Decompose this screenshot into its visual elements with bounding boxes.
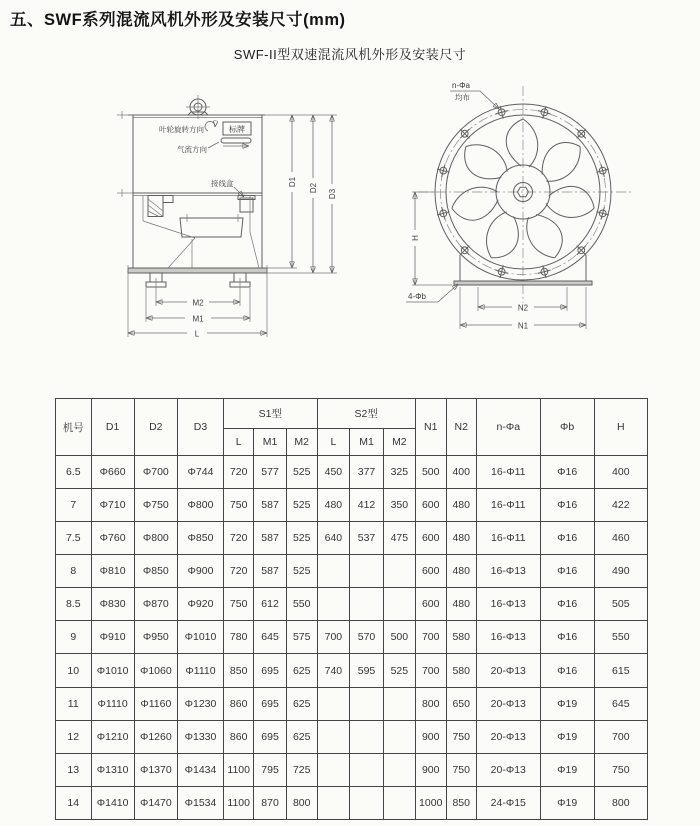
table-cell: 1100: [224, 753, 254, 786]
table-cell: 870: [254, 786, 287, 819]
table-row: [56, 654, 648, 687]
table-cell: 700: [415, 621, 446, 654]
col-header-s1: S1型: [224, 399, 318, 429]
table-row: [56, 489, 648, 522]
table-cell: [317, 687, 350, 720]
table-cell: 24-Φ15: [476, 786, 540, 819]
dim-label-l: L: [194, 329, 200, 339]
table-row: [56, 588, 648, 621]
table-cell: 480: [317, 489, 350, 522]
table-cell: 16-Φ11: [476, 489, 540, 522]
table-cell: 14: [56, 786, 92, 819]
table-cell: Φ870: [134, 588, 177, 621]
table-cell: 400: [446, 456, 476, 489]
table-cell: 850: [446, 786, 476, 819]
table-cell: [317, 720, 350, 753]
table-cell: 615: [594, 654, 647, 687]
table-cell: 570: [350, 621, 384, 654]
table-cell: Φ16: [540, 588, 594, 621]
col-header-s2-m2: M2: [383, 429, 415, 456]
table-cell: Φ744: [177, 456, 223, 489]
table-cell: 377: [350, 456, 384, 489]
table-header: [56, 399, 648, 456]
col-header-n2: N2: [446, 399, 476, 456]
figure-subtitle: SWF-II型双速混流风机外形及安装尺寸: [233, 47, 467, 62]
table-cell: 525: [286, 456, 317, 489]
table-cell: 8: [56, 555, 92, 588]
nameplate-label: 标牌: [229, 125, 245, 134]
table-cell: 525: [286, 489, 317, 522]
dim-label-h: H: [411, 235, 420, 241]
table-cell: 505: [594, 588, 647, 621]
table-cell: 16-Φ11: [476, 522, 540, 555]
table-cell: [383, 720, 415, 753]
col-header-d2: D2: [134, 399, 177, 456]
table-cell: Φ19: [540, 786, 594, 819]
table-cell: 400: [594, 456, 647, 489]
table-cell: Φ1110: [91, 687, 134, 720]
table-cell: 750: [224, 588, 254, 621]
table-cell: 750: [594, 753, 647, 786]
table-cell: Φ1110: [177, 654, 223, 687]
table-cell: 500: [383, 621, 415, 654]
table-cell: Φ19: [540, 687, 594, 720]
table-cell: 625: [286, 687, 317, 720]
table-cell: Φ1230: [177, 687, 223, 720]
table-cell: 16-Φ13: [476, 588, 540, 621]
table-cell: 460: [594, 522, 647, 555]
foot-holes-label: 4-Φb: [408, 292, 426, 301]
table-cell: 900: [415, 720, 446, 753]
table-cell: [350, 720, 384, 753]
col-header-n1: N1: [415, 399, 446, 456]
table-cell: [350, 588, 384, 621]
table-cell: 1100: [224, 786, 254, 819]
table-cell: 16-Φ11: [476, 456, 540, 489]
table-cell: Φ1210: [91, 720, 134, 753]
table-cell: 20-Φ13: [476, 753, 540, 786]
table-row: [56, 621, 648, 654]
table-cell: Φ16: [540, 522, 594, 555]
rotation-direction-label: 叶轮旋转方向: [159, 125, 204, 134]
col-header-s2: S2型: [317, 399, 415, 429]
table-cell: 780: [224, 621, 254, 654]
table-cell: 480: [446, 489, 476, 522]
table-cell: [383, 555, 415, 588]
table-cell: 595: [350, 654, 384, 687]
table-cell: 900: [415, 753, 446, 786]
bolt-pattern-label: n-Φa: [452, 81, 470, 90]
airflow-direction-label: 气流方向: [177, 145, 207, 154]
col-header-s2-m1: M1: [350, 429, 384, 456]
table-row: [56, 456, 648, 489]
col-header-d3: D3: [177, 399, 223, 456]
table-cell: 525: [286, 555, 317, 588]
table-cell: Φ1260: [134, 720, 177, 753]
table-cell: 800: [594, 786, 647, 819]
bolt-pattern-label-2: 均布: [455, 93, 470, 102]
table-cell: [317, 555, 350, 588]
table-cell: 450: [317, 456, 350, 489]
table-cell: Φ16: [540, 621, 594, 654]
table-cell: Φ750: [134, 489, 177, 522]
table-cell: 6.5: [56, 456, 92, 489]
table-cell: 645: [594, 687, 647, 720]
table-cell: [317, 786, 350, 819]
table-cell: 645: [254, 621, 287, 654]
table-cell: 600: [415, 555, 446, 588]
diameter-dimensions: [265, 115, 337, 273]
table-cell: 537: [350, 522, 384, 555]
table-cell: 7.5: [56, 522, 92, 555]
table-cell: Φ910: [91, 621, 134, 654]
col-header-h: H: [594, 399, 647, 456]
table-cell: 695: [254, 720, 287, 753]
dim-label-n1: N1: [517, 321, 529, 331]
table-cell: 11: [56, 687, 92, 720]
table-cell: 412: [350, 489, 384, 522]
table-cell: 13: [56, 753, 92, 786]
dim-label-n2: N2: [517, 303, 529, 313]
table-cell: [350, 687, 384, 720]
table-cell: 325: [383, 456, 415, 489]
col-header-s1-l: L: [224, 429, 254, 456]
page-title: 五、SWF系列混流风机外形及安装尺寸(mm): [10, 11, 346, 29]
col-header-fb: Φb: [540, 399, 594, 456]
front-view-drawing: [400, 78, 692, 350]
table-cell: 550: [594, 621, 647, 654]
table-cell: Φ710: [91, 489, 134, 522]
table-cell: Φ1434: [177, 753, 223, 786]
table-cell: 612: [254, 588, 287, 621]
dimensions-table: [55, 398, 648, 820]
table-cell: 480: [446, 555, 476, 588]
table-cell: Φ16: [540, 654, 594, 687]
table-cell: 480: [446, 522, 476, 555]
table-cell: 350: [383, 489, 415, 522]
table-cell: 7: [56, 489, 92, 522]
table-cell: 587: [254, 489, 287, 522]
table-cell: Φ19: [540, 720, 594, 753]
table-cell: 422: [594, 489, 647, 522]
table-cell: Φ850: [177, 522, 223, 555]
table-cell: Φ1330: [177, 720, 223, 753]
table-cell: Φ19: [540, 753, 594, 786]
dim-label-m1: M1: [192, 314, 204, 324]
table-cell: Φ16: [540, 555, 594, 588]
table-cell: 725: [286, 753, 317, 786]
table-cell: [317, 753, 350, 786]
table-cell: 720: [224, 456, 254, 489]
table-cell: 480: [446, 588, 476, 621]
table-cell: [383, 588, 415, 621]
table-cell: 490: [594, 555, 647, 588]
table-cell: 575: [286, 621, 317, 654]
junction-box-label: 接线盒: [211, 179, 234, 188]
table-cell: Φ1370: [134, 753, 177, 786]
table-body: [56, 456, 648, 820]
table-cell: Φ920: [177, 588, 223, 621]
table-cell: 795: [254, 753, 287, 786]
table-cell: 860: [224, 687, 254, 720]
table-cell: 580: [446, 621, 476, 654]
col-header-s1-m1: M1: [254, 429, 287, 456]
table-cell: 20-Φ13: [476, 720, 540, 753]
table-cell: 750: [224, 489, 254, 522]
table-cell: [383, 753, 415, 786]
table-cell: Φ850: [134, 555, 177, 588]
table-cell: Φ1010: [91, 654, 134, 687]
table-cell: 20-Φ13: [476, 687, 540, 720]
table-cell: [350, 555, 384, 588]
table-cell: Φ760: [91, 522, 134, 555]
table-cell: 640: [317, 522, 350, 555]
table-cell: 16-Φ13: [476, 621, 540, 654]
table-cell: 750: [446, 720, 476, 753]
table-cell: 695: [254, 687, 287, 720]
table-cell: Φ660: [91, 456, 134, 489]
table-cell: Φ1410: [91, 786, 134, 819]
table-cell: 750: [446, 753, 476, 786]
table-cell: [317, 588, 350, 621]
table-cell: [383, 687, 415, 720]
table-cell: 9: [56, 621, 92, 654]
table-cell: Φ830: [91, 588, 134, 621]
table-row: [56, 720, 648, 753]
bottom-dimensions: [128, 276, 267, 339]
dim-label-m2: M2: [192, 298, 204, 308]
table-cell: Φ1470: [134, 786, 177, 819]
table-cell: Φ1534: [177, 786, 223, 819]
table-cell: 500: [415, 456, 446, 489]
front-view-labels: [406, 81, 499, 302]
table-cell: Φ1310: [91, 753, 134, 786]
table-row: [56, 786, 648, 819]
table-cell: 577: [254, 456, 287, 489]
table-cell: 720: [224, 555, 254, 588]
col-header-jihao: 机号: [56, 399, 92, 456]
table-cell: 10: [56, 654, 92, 687]
table-cell: 600: [415, 588, 446, 621]
table-cell: [350, 786, 384, 819]
side-view-drawing: [95, 82, 357, 354]
table-cell: 475: [383, 522, 415, 555]
table-row: [56, 753, 648, 786]
table-cell: Φ1160: [134, 687, 177, 720]
table-cell: Φ800: [134, 522, 177, 555]
table-cell: Φ1010: [177, 621, 223, 654]
table-cell: [350, 753, 384, 786]
table-cell: 695: [254, 654, 287, 687]
table-cell: Φ16: [540, 456, 594, 489]
table-cell: 720: [224, 522, 254, 555]
table-row: [56, 687, 648, 720]
table-cell: 625: [286, 720, 317, 753]
table-cell: Φ810: [91, 555, 134, 588]
annotation-labels: [159, 121, 251, 197]
table-cell: 700: [317, 621, 350, 654]
table-cell: 587: [254, 555, 287, 588]
table-cell: 800: [415, 687, 446, 720]
table-cell: [383, 786, 415, 819]
table-cell: Φ800: [177, 489, 223, 522]
table-cell: 700: [415, 654, 446, 687]
table-cell: Φ700: [134, 456, 177, 489]
dim-label-d2: D2: [309, 182, 318, 194]
table-cell: Φ16: [540, 489, 594, 522]
dim-label-d3: D3: [328, 188, 337, 200]
table-cell: 525: [286, 522, 317, 555]
table-cell: 860: [224, 720, 254, 753]
table-cell: Φ950: [134, 621, 177, 654]
table-cell: 12: [56, 720, 92, 753]
table-cell: 20-Φ13: [476, 654, 540, 687]
table-cell: 740: [317, 654, 350, 687]
table-cell: 600: [415, 489, 446, 522]
motor-section: [143, 196, 259, 269]
table-cell: 600: [415, 522, 446, 555]
table-cell: 625: [286, 654, 317, 687]
table-cell: 525: [383, 654, 415, 687]
table-cell: 850: [224, 654, 254, 687]
table-row: [56, 555, 648, 588]
mounting-feet: [146, 273, 250, 287]
table-cell: 800: [286, 786, 317, 819]
table-cell: 8.5: [56, 588, 92, 621]
dim-label-d1: D1: [288, 176, 297, 188]
table-cell: Φ1060: [134, 654, 177, 687]
col-header-s2-l: L: [317, 429, 350, 456]
col-header-nfa: n-Φa: [476, 399, 540, 456]
table-cell: 1000: [415, 786, 446, 819]
table-cell: Φ900: [177, 555, 223, 588]
table-cell: 550: [286, 588, 317, 621]
col-header-s1-m2: M2: [286, 429, 317, 456]
table-cell: 587: [254, 522, 287, 555]
table-row: [56, 522, 648, 555]
table-cell: 16-Φ13: [476, 555, 540, 588]
table-cell: 580: [446, 654, 476, 687]
table-cell: 700: [594, 720, 647, 753]
table-cell: 650: [446, 687, 476, 720]
col-header-d1: D1: [91, 399, 134, 456]
